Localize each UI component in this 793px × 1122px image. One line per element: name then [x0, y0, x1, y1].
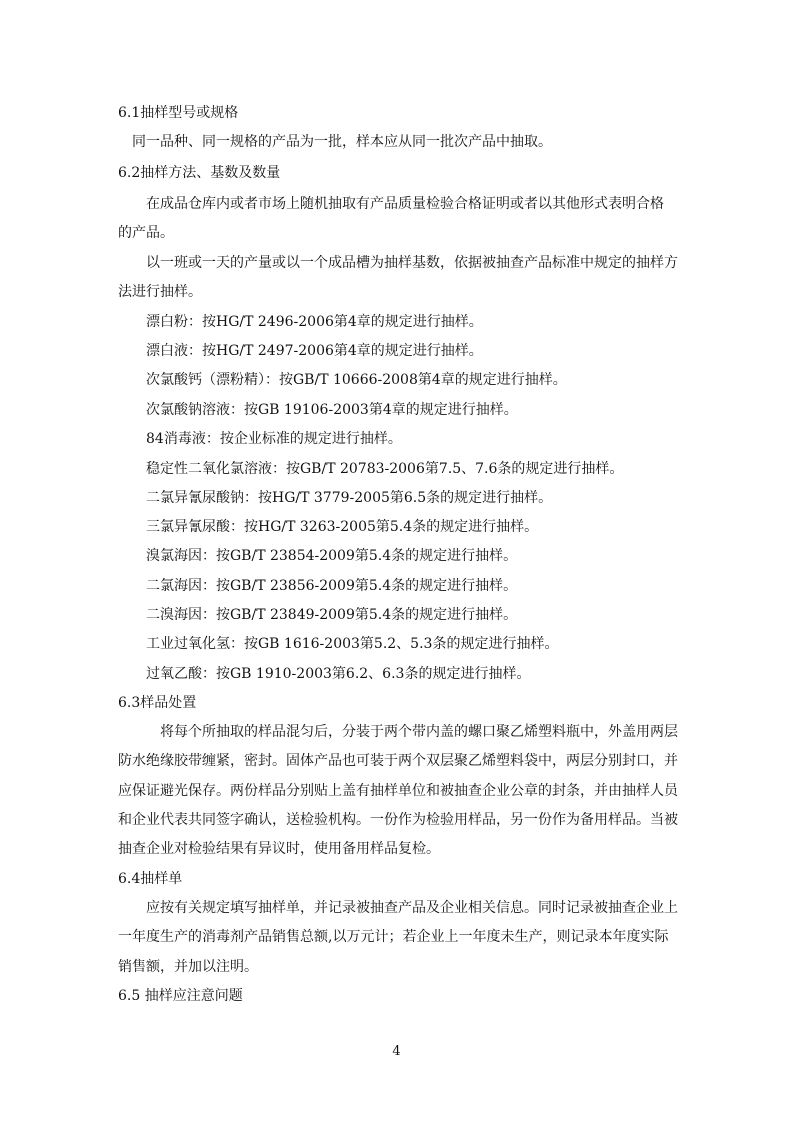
paragraph-6-2-a-line-2: 的产品。 — [118, 225, 174, 241]
paragraph-6-3-line: 防水绝缘胶带缠紧，密封。固体产品也可装于两个双层聚乙烯塑料袋中，两层分别封口，并 — [118, 753, 678, 769]
sampling-item: 过氧乙酸：按GB 1910-2003第6.2、6.3条的规定进行抽样。 — [146, 666, 531, 682]
heading-6-3: 6.3样品处置 — [118, 695, 197, 711]
paragraph-6-2-b-line-2: 法进行抽样。 — [118, 284, 202, 300]
sampling-item: 稳定性二氧化氯溶液：按GB/T 20783-2006第7.5、7.6条的规定进行抽样。 — [146, 461, 624, 477]
sampling-item: 三氯异氰尿酸：按HG/T 3263-2005第5.4条的规定进行抽样。 — [146, 519, 539, 535]
sampling-item: 次氯酸钙（漂粉精）：按GB/T 10666-2008第4章的规定进行抽样。 — [146, 372, 567, 388]
paragraph-6-4-line: 一年度生产的消毒剂产品销售总额,以万元计；若企业上一年度未生产，则记录本年度实际 — [118, 929, 669, 945]
paragraph-6-3-line: 和企业代表共同签字确认，送检验机构。一份作为检验用样品，另一份作为备用样品。当被 — [118, 812, 678, 828]
paragraph-6-3-line: 将每个所抽取的样品混匀后，分装于两个带内盖的螺口聚乙烯塑料瓶中，外盖用两层 — [160, 724, 678, 740]
page-number: 4 — [392, 1044, 401, 1059]
paragraph-6-1: 同一品种、同一规格的产品为一批，样本应从同一批次产品中抽取。 — [132, 134, 552, 150]
paragraph-6-2-a-line-1: 在成品仓库内或者市场上随机抽取有产品质量检验合格证明或者以其他形式表明合格 — [146, 196, 664, 212]
paragraph-6-3-line: 抽查企业对检验结果有异议时，使用备用样品复检。 — [118, 841, 440, 857]
heading-6-4: 6.4抽样单 — [118, 871, 183, 887]
sampling-item: 漂白粉：按HG/T 2496-2006第4章的规定进行抽样。 — [146, 314, 483, 330]
paragraph-6-4-line: 销售额，并加以注明。 — [118, 959, 258, 975]
sampling-item: 工业过氧化氢：按GB 1616-2003第5.2、5.3条的规定进行抽样。 — [146, 636, 559, 652]
heading-6-2: 6.2抽样方法、基数及数量 — [118, 165, 281, 181]
sampling-item: 溴氯海因：按GB/T 23854-2009第5.4条的规定进行抽样。 — [146, 548, 518, 564]
sampling-item: 漂白液：按HG/T 2497-2006第4章的规定进行抽样。 — [146, 343, 483, 359]
sampling-item: 84消毒液：按企业标准的规定进行抽样。 — [146, 431, 402, 447]
sampling-item: 二氯异氰尿酸钠：按HG/T 3779-2005第6.5条的规定进行抽样。 — [146, 490, 553, 506]
sampling-item: 二溴海因：按GB/T 23849-2009第5.4条的规定进行抽样。 — [146, 607, 518, 623]
heading-6-5: 6.5 抽样应注意问题 — [118, 988, 243, 1004]
paragraph-6-3-line: 应保证避光保存。两份样品分别贴上盖有抽样单位和被抽查企业公章的封条，并由抽样人员 — [118, 783, 678, 799]
heading-6-1: 6.1抽样型号或规格 — [118, 105, 239, 121]
paragraph-6-2-b-line-1: 以一班或一天的产量或以一个成品槽为抽样基数，依据被抽查产品标准中规定的抽样方 — [146, 255, 678, 271]
sampling-item: 次氯酸钠溶液：按GB 19106-2003第4章的规定进行抽样。 — [146, 402, 518, 418]
paragraph-6-4-line: 应按有关规定填写抽样单，并记录被抽查产品及企业相关信息。同时记录被抽查企业上 — [146, 900, 678, 916]
sampling-item: 二氯海因：按GB/T 23856-2009第5.4条的规定进行抽样。 — [146, 578, 518, 594]
